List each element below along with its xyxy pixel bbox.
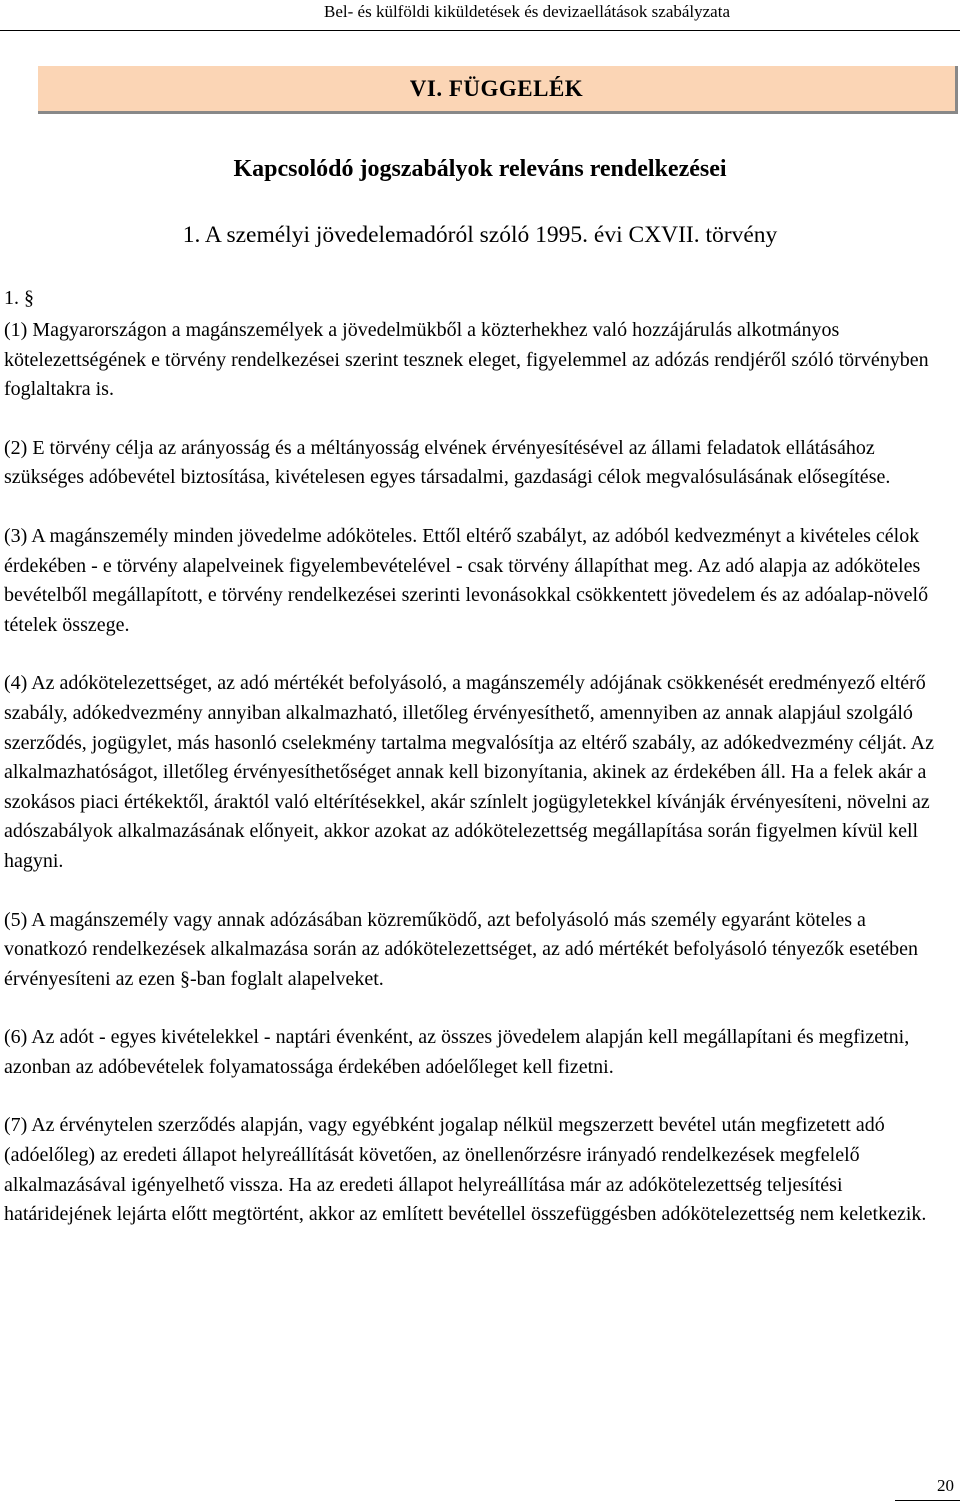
appendix-title: VI. FÜGGELÉK	[409, 75, 584, 101]
paragraph-3: (3) A magánszemély minden jövedelme adóköteles. Ettől eltérő szabályt, az adóból kedvezményt a kivételes célok érdekében - e törvény alapelveinek figyelembevételével - csak törvény állapíthat meg. Az adó alapja az adóköteles bevételből megállapított, e törvény rendelkezései szerinti levonásokkal csökkentett jövedelem és az adóalap-növelő tételek összege.	[4, 524, 929, 636]
paragraph-4: (4) Az adókötelezettséget, az adó mértékét befolyásoló, a magánszemély adójának csökkenését eredményező eltérő szabály, adókedvezmény annyiban alkalmazható, illetőleg érvényesíthető, amennyiben az annak alapjául szolgáló szerződés, jogügylet, más hasonló cselekmény tartalma megvalósítja az eltérő szabály, az adókedvezmény célját. Az alkalmazhatóságot, illetőleg érvényesíthetőséget annak kell bizonyítania, akinek az érdekében áll. Ha a felek akár a szokásos piaci értékektől, áraktól való eltérítésekkel, akár színlelt jogügyletekkel kívánják érvényesíteni, növelni az adószabályok alkalmazásának előnyeit, akkor azokat az adókötelezettség megállapítása során figyelmen kívül kell hagyni.	[4, 672, 934, 872]
section-title: Kapcsolódó jogszabályok releváns rendelkezései	[233, 156, 727, 182]
header-divider	[0, 30, 960, 31]
paragraph-1: (1) Magyarországon a magánszemélyek a jövedelmükből a közterhekhez való hozzájárulás alkotmányos kötelezettségének e törvény rendelkezései szerint tesznek eleget, figyelemmel az adózás rendjéről szóló törvényben foglaltakra is.	[4, 319, 929, 401]
paragraph-7: (7) Az érvénytelen szerződés alapján, vagy egyébként jogalap nélkül megszerzett bevétel után megfizetett adó (adóelőleg) az eredeti állapot helyreállítását követően, az önellenőrzésre irányadó rendelkezések megfelelő alkalmazásával igényelhető vissza. Ha az eredeti állapot helyreállítása már az adókötelezettség teljesítési határidejének lejárta előtt megtörtént, akkor az említett bevétellel összefüggésben adókötelezettség nem keletkezik.	[4, 1114, 927, 1226]
footer-divider	[895, 1500, 960, 1501]
paragraph-6: (6) Az adót - egyes kivételekkel - naptári évenként, az összes jövedelem alapján kell megállapítani és megfizetni, azonban az adóbevételek folyamatossága érdekében adóelőleget kell fizetni.	[4, 1026, 910, 1078]
law-title: 1. A személyi jövedelemadóról szóló 1995. évi CXVII. törvény	[182, 222, 778, 248]
appendix-banner	[38, 66, 958, 114]
section-marker: 1. §	[4, 287, 34, 309]
document-body	[4, 316, 954, 1259]
paragraph-5: (5) A magánszemély vagy annak adózásában közreműködő, azt befolyásoló más személy egyaránt köteles a vonatkozó rendelkezések alkalmazása során az adókötelezettséget, az adó mértékét befolyásoló tényezők esetében érvényesíteni az ezen §-ban foglalt alapelveket.	[4, 908, 919, 990]
paragraph-2: (2) E törvény célja az arányosság és a méltányosság elvének érvényesítésével az állami feladatok ellátásához szükséges adóbevétel biztosítása, kivételesen egyes társadalmi, gazdasági célok megvalósulásának elősegítése.	[4, 436, 891, 489]
page-number: 20	[937, 1476, 954, 1495]
running-header: Bel- és külföldi kiküldetések és devizaellátások szabályzata	[324, 2, 730, 21]
